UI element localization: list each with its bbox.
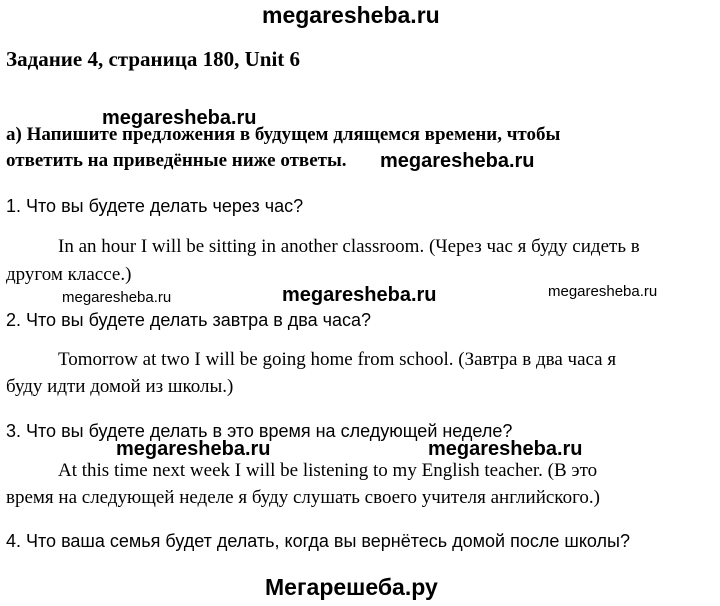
watermark-right: megaresheba.ru [428,438,583,460]
watermark-instruction-top: megaresheba.ru [102,107,257,129]
answer-1-line-2: другом классе.) [6,264,132,285]
answer-2-line-2: буду идти домой из школы.) [6,376,234,397]
header-watermark: megaresheba.ru [262,2,440,28]
answer-1-line-1: In an hour I will be sitting in another classroom. (Через час я буду сидеть в [58,236,640,257]
question-2: 2. Что вы будете делать завтра в два часа? [6,310,372,330]
question-4: 4. Что ваша семья будет делать, когда вы вернётесь домой после школы? [6,531,630,551]
watermark-small-right: megaresheba.ru [548,283,658,300]
watermark-center: megaresheba.ru [282,284,437,306]
question-3: 3. Что вы будете делать в это время на следующей неделе? [6,421,513,441]
answer-3-line-1: At this time next week I will be listening to my English teacher. (В это [58,460,598,481]
page-title: Задание 4, страница 180, Unit 6 [6,47,301,71]
watermark-left: megaresheba.ru [116,438,271,460]
footer-watermark: Мегарешеба.ру [265,574,438,600]
instruction-line-2: ответить на приведённые ниже ответы. [6,150,347,171]
watermark-small-left: megaresheba.ru [62,289,172,306]
answer-3-line-2: время на следующей неделе я буду слушать своего учителя английского.) [6,487,600,508]
watermark-instruction-inline: megaresheba.ru [380,150,535,172]
answer-2-line-1: Tomorrow at two I will be going home from school. (Завтра в два часа я [58,349,617,370]
instruction-line-1: а) Напишите предложения в будущем длящемся времени, чтобы [6,124,561,145]
question-1: 1. Что вы будете делать через час? [6,196,304,216]
